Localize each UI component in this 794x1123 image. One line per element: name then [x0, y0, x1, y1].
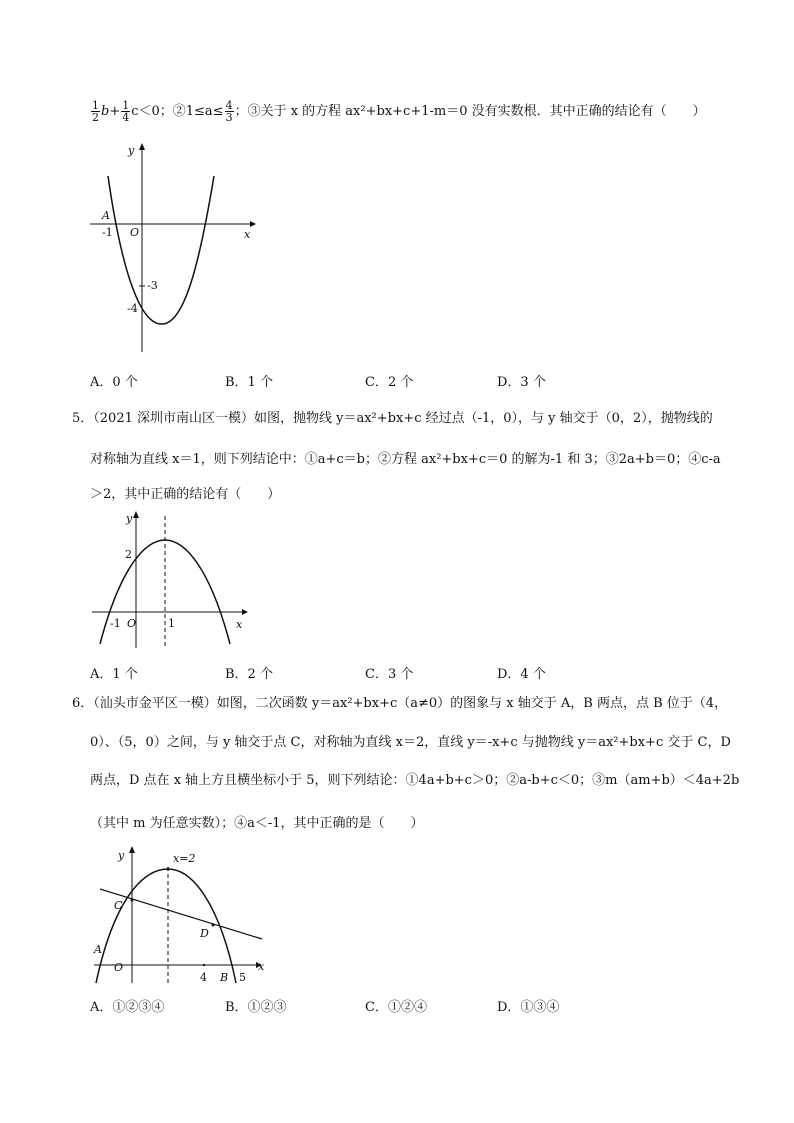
option-a[interactable]: A．1 个 [90, 667, 138, 682]
q4-options [90, 371, 690, 389]
tick-label-2: 2 [125, 548, 132, 561]
q6-line-4: （其中 m 为任意实数）；④a＜-1，其中正确的是（ ） [90, 816, 424, 831]
q6-line-1: 6．（汕头市金平区一模）如图，二次函数 y＝ax²+bx+c（a≠0）的图象与 x 轴交于 A，B 两点，点 B 位于（4， [72, 696, 728, 711]
option-c[interactable]: C．2 个 [365, 375, 414, 390]
tick-label-4: 4 [200, 971, 207, 984]
axis-of-symmetry-label: x=2 [173, 852, 196, 865]
point-B-label: B [220, 971, 229, 984]
q6-line-3: 两点，D 点在 x 轴上方且横坐标小于 5，则下列结论：①4a+b+c＞0；②a-b+c＜0；③m（am+b）＜4a+2b [90, 773, 740, 788]
q6-line-2: 0）、（5，0）之间，与 y 轴交于点 C，对称轴为直线 x＝2，直线 y＝-x+c 与抛物线 y＝ax²+bx+c 交于 C，D [90, 735, 731, 750]
origin-label: O [127, 617, 137, 630]
option-a[interactable]: A．0 个 [90, 375, 138, 390]
x-axis-arrow [242, 609, 248, 615]
y-axis-arrow [133, 511, 139, 518]
q4-graph [90, 140, 260, 360]
tick-label-minus-1: -1 [110, 617, 121, 630]
x-axis-arrow [250, 221, 256, 227]
q6-options [90, 996, 690, 1014]
tick-label-minus-1: -1 [102, 226, 113, 239]
fraction: $\frac{4}{3}$ [225, 99, 233, 124]
q5-options [90, 663, 690, 681]
option-d[interactable]: D．①③④ [497, 1000, 560, 1015]
point-C-label: C [114, 899, 123, 912]
point-A-label: A [102, 209, 110, 222]
option-d[interactable]: D．3 个 [497, 375, 546, 390]
point-C [131, 899, 134, 902]
option-b[interactable]: B．1 个 [225, 375, 273, 390]
x-axis-label: x [236, 618, 243, 631]
fraction: $\frac{1}{2}$ [92, 99, 99, 124]
origin-label: O [130, 226, 140, 239]
y-axis-label: y [126, 512, 133, 525]
origin-label: O [114, 961, 124, 974]
line-y-eq-minus-x-plus-c [100, 889, 262, 939]
point-D [212, 924, 215, 927]
vertex-point [167, 868, 170, 871]
option-d[interactable]: D．4 个 [497, 667, 546, 682]
tick-label-minus-3: -3 [147, 279, 158, 292]
point-A-label: A [94, 943, 102, 956]
x-axis-label: x [258, 960, 265, 973]
option-c[interactable]: C．①②④ [365, 1000, 427, 1015]
q6-graph [90, 845, 275, 985]
y-axis-arrow [129, 846, 135, 853]
option-c[interactable]: C．3 个 [365, 667, 414, 682]
point-D-label: D [200, 927, 209, 940]
q5-line-1: 5．（2021 深圳市南山区一模）如图，抛物线 y＝ax²+bx+c 经过点（-1，0），与 y 轴交于（0，2），抛物线的 [72, 411, 713, 426]
y-axis-label: y [128, 144, 135, 157]
y-axis-label: y [118, 849, 125, 862]
q4-statement-line: $\frac{1}{2}$ b+ $\frac{1}{4}$ c＜0；②1≤a≤ $\frac{4}{3}$ ；③关于 x 的方程 ax²+bx+c+1-m＝0 没有实数根．其中正确的结论有（ ） [92, 99, 706, 124]
option-b[interactable]: B．①②③ [225, 1000, 287, 1015]
q5-graph [90, 508, 255, 653]
x-axis-label: x [244, 228, 251, 241]
tick-label-5: 5 [239, 971, 246, 984]
y-axis-arrow [139, 143, 145, 150]
option-a[interactable]: A．①②③④ [90, 1000, 165, 1015]
q5-line-3: ＞2，其中正确的结论有（ ） [90, 487, 281, 502]
option-b[interactable]: B．2 个 [225, 667, 273, 682]
parabola-curve-fix [108, 176, 214, 324]
q5-line-2: 对称轴为直线 x＝1，则下列结论中：①a+c＝b；②方程 ax²+bx+c＝0 的解为-1 和 3；③2a+b＝0；④c-a [90, 452, 721, 467]
tick-label-1: 1 [168, 617, 175, 630]
tick-label-minus-4: -4 [127, 302, 138, 315]
tick-4-point [203, 964, 205, 966]
fraction: $\frac{1}{4}$ [122, 99, 130, 124]
